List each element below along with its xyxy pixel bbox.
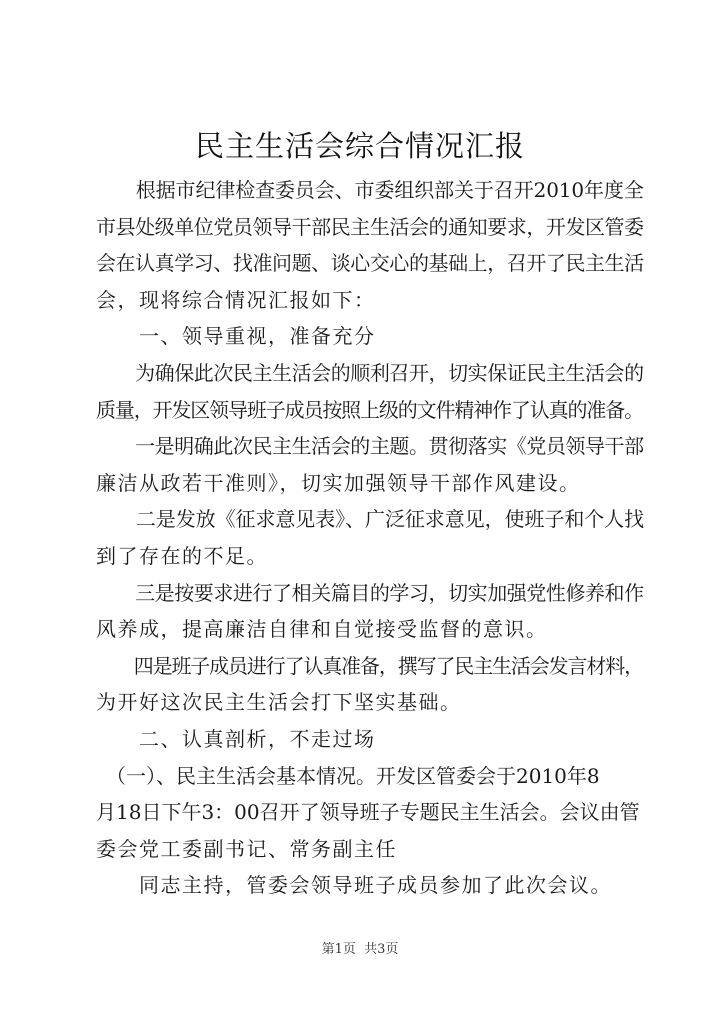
paragraph-line: 为开好这次民主生活会打下坚实基础。 bbox=[96, 690, 462, 715]
paragraph-line: 风养成，提高廉洁自律和自觉接受监督的意识。 bbox=[96, 617, 548, 642]
paragraph-line: 一是明确此次民主生活会的主题。贯彻落实《党员领导干部 bbox=[96, 434, 644, 459]
paragraph-line: 同志主持，管委会领导班子成员参加了此次会议。 bbox=[96, 873, 612, 898]
page-footer bbox=[0, 940, 720, 960]
paragraph-line: 到了存在的不足。 bbox=[96, 543, 268, 568]
paragraph-line: 月18日下午3：00召开了领导班子专题民主生活会。会议由管 bbox=[96, 800, 640, 825]
paragraph-line: 委会党工委副书记、常务副主任 bbox=[96, 836, 397, 861]
document-body bbox=[96, 172, 644, 904]
paragraph-line: 根据市纪律检查委员会、市委组织部关于召开2010年度全 bbox=[96, 178, 644, 202]
document-title: 民主生活会综合情况汇报 bbox=[194, 129, 525, 163]
paragraph-line: 廉洁从政若干准则》，切实加强领导干部作风建设。 bbox=[96, 470, 581, 495]
paragraph-line: 为确保此次民主生活会的顺利召开，切实保证民主生活会的 bbox=[96, 360, 644, 385]
page-number: 第1页 共3页 bbox=[321, 942, 399, 957]
paragraph-line: 质量，开发区领导班子成员按照上级的文件精神作了认真的准备。 bbox=[96, 397, 643, 422]
paragraph-line: 二是发放《征求意见表》、广泛征求意见，使班子和个人找 bbox=[96, 507, 644, 532]
paragraph-line: （一）、民主生活会基本情况。开发区管委会于2010年8 bbox=[96, 763, 600, 788]
paragraph-line: 会，现将综合情况汇报如下： bbox=[96, 287, 376, 312]
paragraph-line: 四是班子成员进行了认真准备，撰写了民主生活会发言材料， bbox=[96, 653, 643, 678]
section-heading: 一、领导重视，准备充分 bbox=[96, 324, 376, 349]
section-heading: 二、认真剖析，不走过场 bbox=[96, 726, 376, 751]
paragraph-line: 市县处级单位党员领导干部民主生活会的通知要求，开发区管委 bbox=[96, 214, 644, 239]
paragraph-line: 三是按要求进行了相关篇目的学习，切实加强党性修养和作 bbox=[96, 580, 644, 605]
paragraph-line: 会在认真学习、找准问题、谈心交心的基础上，召开了民主生活 bbox=[96, 251, 644, 276]
